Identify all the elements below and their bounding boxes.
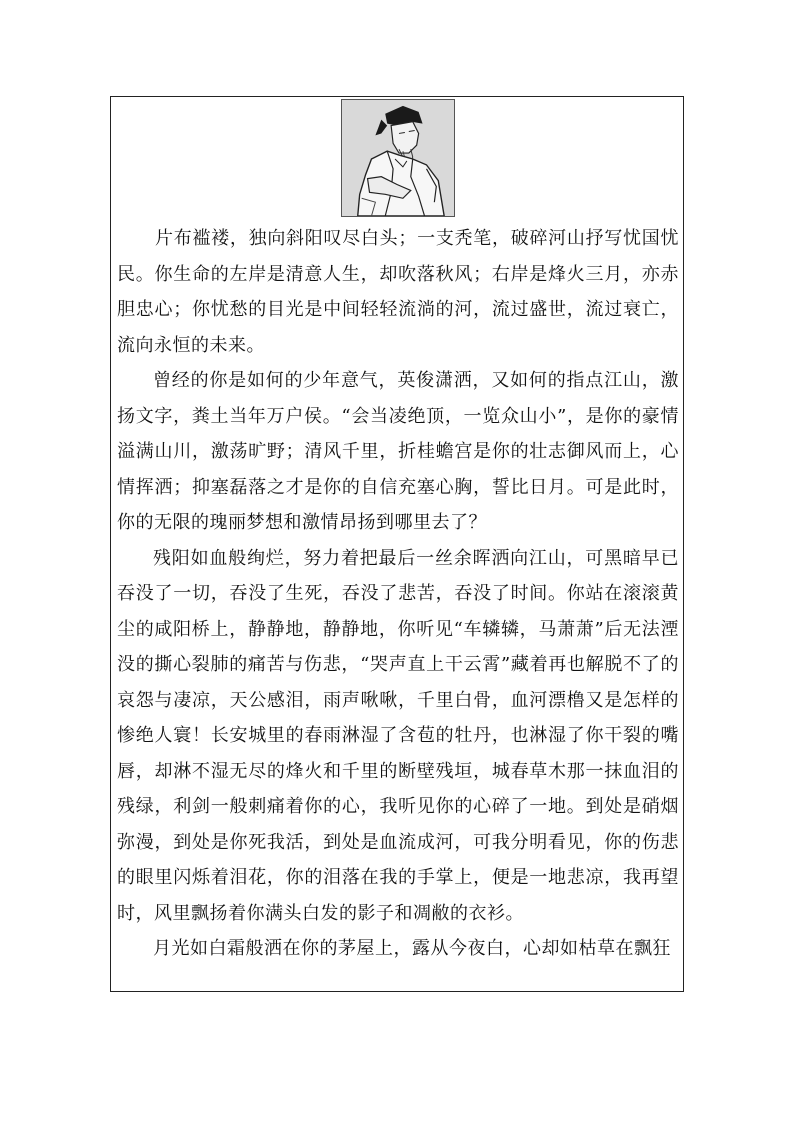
article-body: [117, 221, 679, 967]
paragraph-1: 片布褴褛，独向斜阳叹尽白头；一支秃笔，破碎河山抒写忧国忧民。你生命的左岸是清意人生，却吹落秋风；右岸是烽火三月，亦赤胆忠心；你忧愁的目光是中间轻轻流淌的河，流过盛世，流过衰亡，流向永恒的未来。: [117, 228, 679, 356]
paragraph-4: 月光如白霜般洒在你的茅屋上，露从今夜白，心却如枯草在飘狂: [153, 938, 671, 959]
poet-portrait-image: [341, 99, 455, 217]
poet-portrait-icon: [342, 100, 454, 216]
document-frame: [110, 96, 684, 992]
paragraph-2: 曾经的你是如何的少年意气，英俊潇洒，又如何的指点江山，激扬文字，粪土当年万户侯。“会当凌绝顶，一览众山小”，是你的豪情溢满山川，激荡旷野；清风千里，折桂蟾宫是你的壮志御风而上，心情挥洒；抑塞磊落之才是你的自信充塞心胸，誓比日月。可是此时，你的无限的瑰丽梦想和激情昂扬到哪里去了？: [117, 370, 679, 533]
paragraph-3: 残阳如血般绚烂，努力着把最后一丝余晖洒向江山，可黑暗早已吞没了一切，吞没了生死，吞没了悲苦，吞没了时间。你站在滚滚黄尘的咸阳桥上，静静地，静静地，你听见“车辚辚，马萧萧”后无法湮没的撕心裂肺的痛苦与伤悲，“哭声直上干云霄”藏着再也解脱不了的哀怨与凄凉，天公感泪，雨声啾啾，千里白骨，血河漂橹又是怎样的惨绝人寰！长安城里的春雨淋湿了含苞的牡丹，也淋湿了你干裂的嘴唇，却淋不湿无尽的烽火和千里的断壁残垣，城春草木那一抹血泪的残绿，利剑一般刺痛着你的心，我听见你的心碎了一地。到处是硝烟弥漫，到处是你死我活，到处是血流成河，可我分明看见，你的伤悲的眼里闪烁着泪花，你的泪落在我的手掌上，便是一地悲凉，我再望时，风里飘扬着你满头白发的影子和凋敝的衣衫。: [117, 547, 679, 924]
